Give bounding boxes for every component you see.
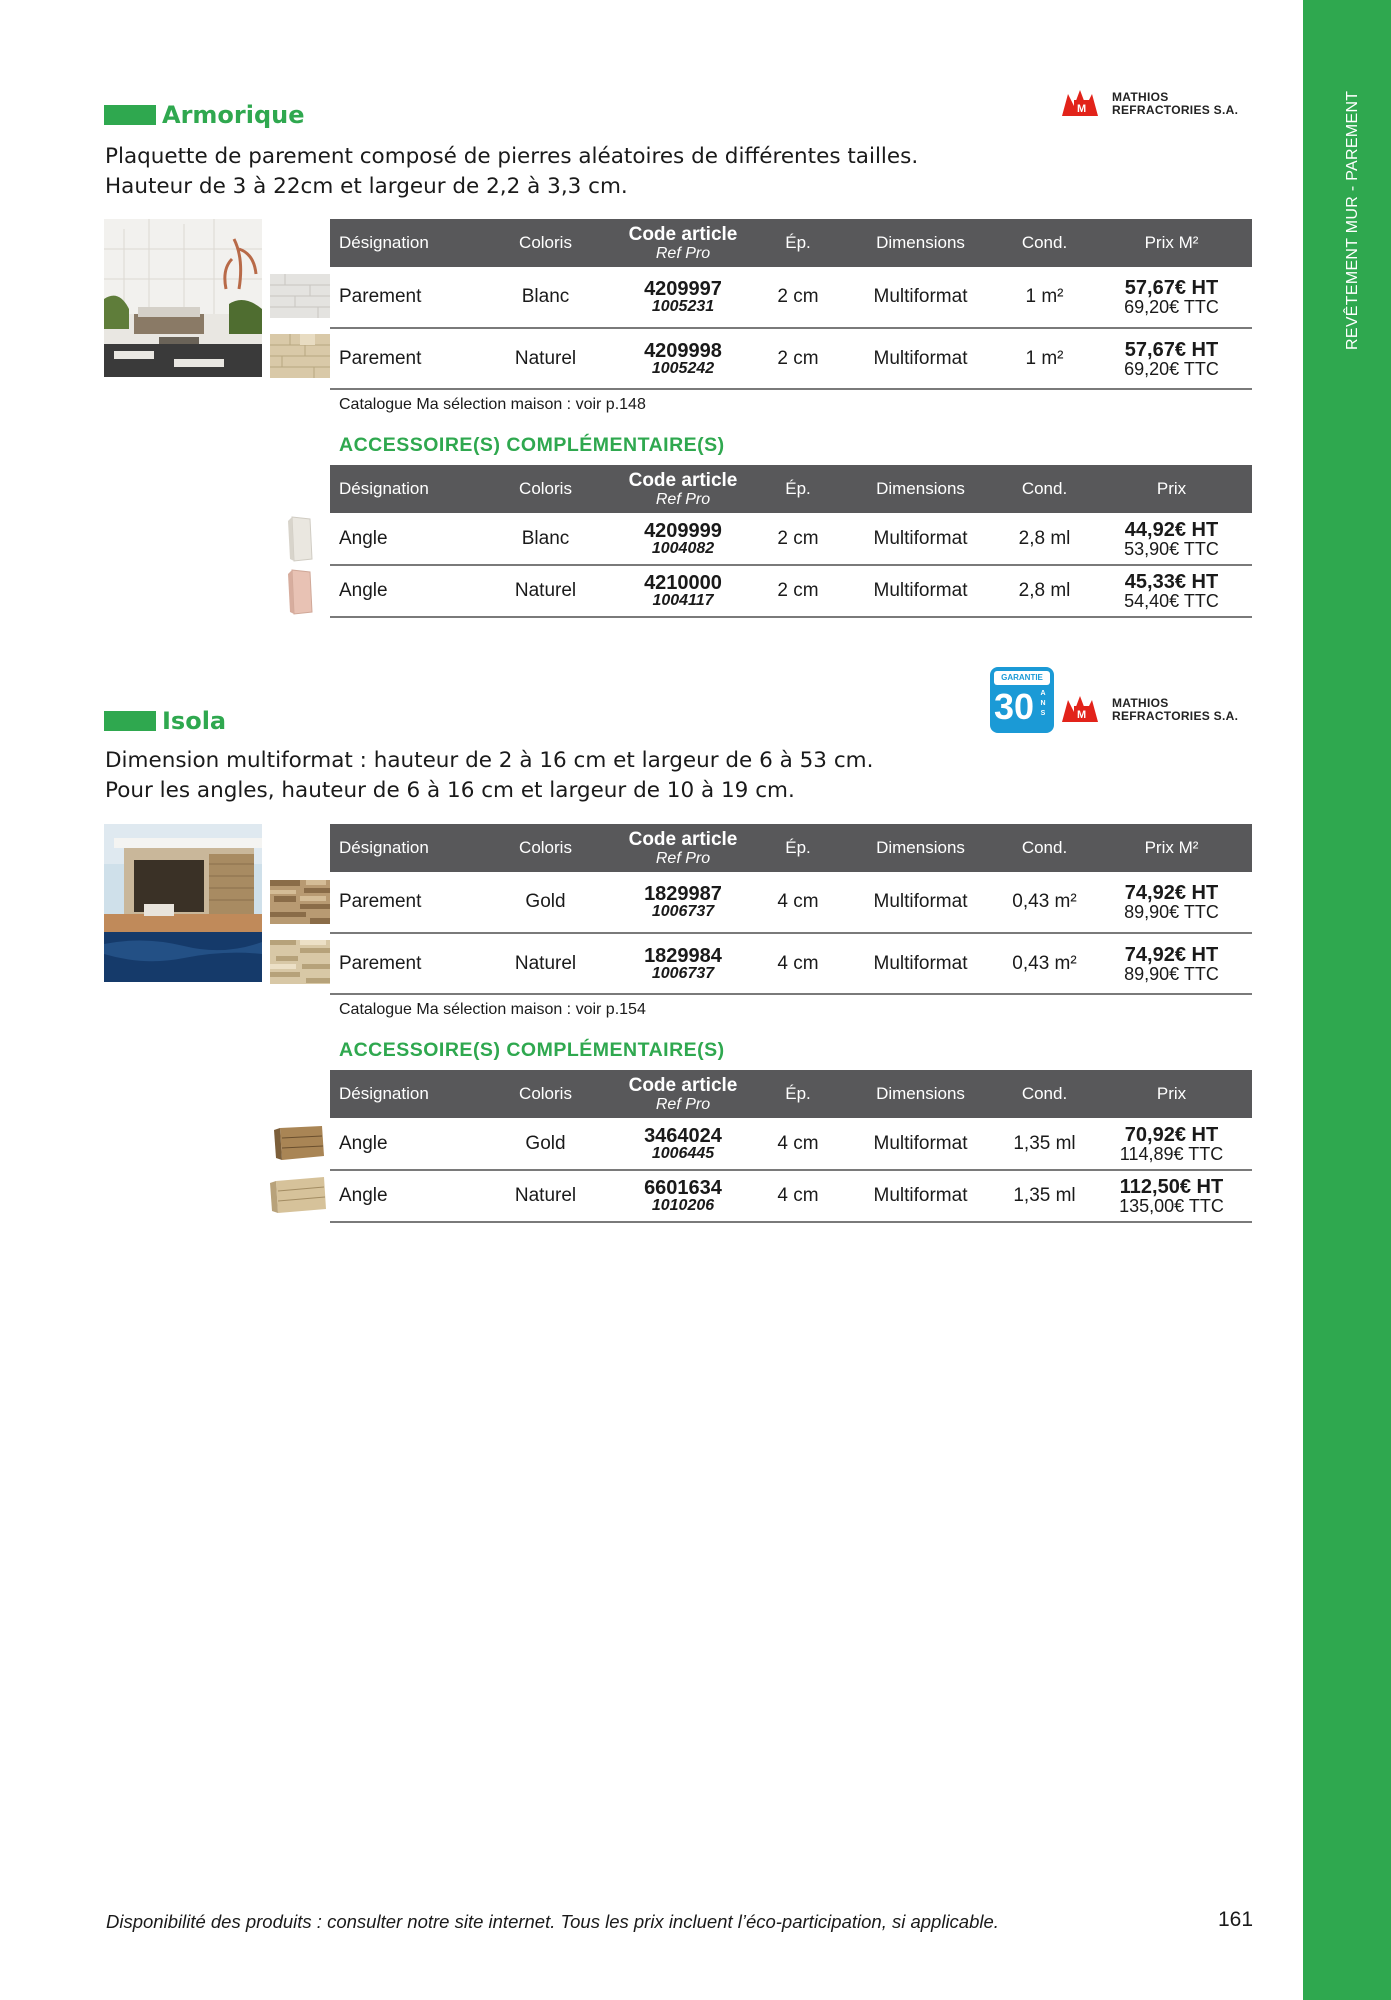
cell-coloris: Naturel — [478, 933, 613, 994]
price-ht: 74,92€ HT — [1124, 882, 1219, 904]
description-line: Pour les angles, hauteur de 6 à 16 cm et largeur de 10 à 19 cm. — [105, 778, 795, 803]
ref-pro: 1004117 — [652, 592, 714, 609]
cell-designation: Angle — [330, 513, 478, 565]
price-ht: 70,92€ HT — [1124, 1123, 1219, 1146]
accessories-title: ACCESSOIRE(S) COMPLÉMENTAIRE(S) — [339, 434, 725, 456]
col-header-code-sub: Ref Pro — [655, 1095, 711, 1113]
angle-swatch-gold — [272, 1122, 330, 1164]
brand-name-line: MATHIOS — [1112, 90, 1169, 104]
table-header-row — [330, 824, 1252, 872]
cell-code — [613, 1170, 753, 1222]
col-header: Prix M² — [1091, 824, 1252, 872]
article-code: 4209997 — [644, 278, 722, 300]
cell-coloris: Gold — [478, 872, 613, 933]
col-header: Désignation — [330, 1070, 478, 1118]
cell-code — [613, 1118, 753, 1170]
accessories-title: ACCESSOIRE(S) COMPLÉMENTAIRE(S) — [339, 1039, 725, 1061]
cell-price — [1091, 933, 1252, 994]
swatch-naturel — [270, 334, 330, 378]
guarantee-label: GARANTIE — [994, 671, 1050, 685]
col-header: Prix — [1091, 465, 1252, 513]
price-ht: 57,67€ HT — [1124, 338, 1219, 361]
cell-cond: 1,35 ml — [998, 1170, 1091, 1222]
price-ttc: 89,90€ TTC — [1124, 902, 1219, 922]
ref-pro: 1006737 — [651, 903, 715, 920]
price-ht: 44,92€ HT — [1124, 518, 1219, 541]
cell-ep: 2 cm — [753, 328, 843, 389]
sidebar-category — [1344, 82, 1364, 362]
col-header: Cond. — [998, 824, 1091, 872]
article-code: 3464024 — [644, 1124, 722, 1147]
title-marker — [104, 711, 156, 731]
price-ttc: 89,90€ TTC — [1124, 963, 1219, 984]
svg-text:M: M — [1077, 103, 1087, 115]
cell-ep: 4 cm — [753, 1170, 843, 1222]
section-name: Armorique — [162, 101, 305, 129]
brand-name — [1112, 91, 1238, 117]
section-name: Isola — [162, 707, 227, 735]
col-header: Dimensions — [843, 1070, 998, 1118]
ref-pro: 1010206 — [651, 1197, 715, 1214]
cell-dimensions: Multiformat — [843, 1118, 998, 1170]
cell-designation: Parement — [330, 267, 478, 328]
article-code: 4210000 — [644, 572, 722, 594]
cell-designation: Angle — [330, 565, 478, 617]
swatch-naturel — [270, 940, 330, 984]
brand-logo — [1060, 86, 1238, 122]
guarantee-unit-letter: A — [1040, 690, 1046, 697]
sidebar-category-label: REVÊTEMENT MUR - PAREMENT — [1344, 90, 1361, 350]
description-line: Dimension multiformat : hauteur de 2 à 16 cm et largeur de 6 à 53 cm. — [105, 748, 874, 773]
cell-dimensions: Multiformat — [843, 1170, 998, 1222]
article-code: 6601634 — [644, 1177, 722, 1199]
col-header-code-sub: Ref Pro — [655, 849, 711, 867]
col-header: Prix M² — [1091, 219, 1252, 267]
col-header-code-main: Code article — [628, 828, 738, 850]
cell-dimensions: Multiformat — [843, 267, 998, 328]
brand-name-line: REFRACTORIES S.A. — [1112, 103, 1239, 117]
cell-coloris: Blanc — [478, 513, 613, 565]
cell-coloris: Gold — [478, 1118, 613, 1170]
brand-logo — [1060, 692, 1238, 728]
col-header: Ép. — [753, 1070, 843, 1118]
catalogue-note: Catalogue Ma sélection maison : voir p.148 — [339, 396, 646, 413]
table-header-row — [330, 219, 1252, 267]
description-line: Hauteur de 3 à 22cm et largeur de 2,2 à 3,3 cm. — [105, 174, 628, 199]
cell-dimensions: Multiformat — [843, 933, 998, 994]
col-header-code-main: Code article — [628, 1074, 738, 1096]
cell-designation: Parement — [330, 328, 478, 389]
cell-price — [1091, 1170, 1252, 1222]
cell-price — [1091, 513, 1252, 565]
guarantee-unit-letter: N — [1040, 700, 1046, 707]
guarantee-unit — [1038, 689, 1048, 719]
article-code: 1829984 — [644, 944, 722, 967]
accessory-table-isola — [330, 1070, 1252, 1223]
cell-designation: Angle — [330, 1170, 478, 1222]
angle-swatch-naturel — [268, 1173, 330, 1217]
cell-code — [613, 933, 753, 994]
price-ttc: 114,89€ TTC — [1119, 1143, 1224, 1164]
cell-price — [1091, 1118, 1252, 1170]
svg-text:M: M — [1077, 709, 1087, 721]
product-photo-armorique — [104, 219, 262, 377]
col-header: Ép. — [753, 824, 843, 872]
price-ttc: 69,20€ TTC — [1124, 358, 1219, 379]
cell-coloris: Naturel — [478, 1170, 613, 1222]
col-header: Coloris — [478, 219, 613, 267]
cell-price — [1091, 328, 1252, 389]
cell-ep: 2 cm — [753, 267, 843, 328]
angle-swatch-naturel — [286, 568, 316, 616]
col-header-code-main: Code article — [628, 223, 738, 245]
col-header: Coloris — [478, 824, 613, 872]
col-header: Désignation — [330, 219, 478, 267]
cell-designation: Angle — [330, 1118, 478, 1170]
price-ht: 57,67€ HT — [1124, 277, 1219, 299]
swatch-gold — [270, 880, 330, 924]
col-header: Cond. — [998, 465, 1091, 513]
cell-coloris: Naturel — [478, 328, 613, 389]
col-header-code — [613, 465, 753, 513]
ref-pro: 1005242 — [651, 359, 715, 377]
table-row — [330, 933, 1252, 994]
cell-price — [1091, 565, 1252, 617]
cell-cond: 2,8 ml — [998, 565, 1091, 617]
product-table-isola — [330, 824, 1252, 995]
section-title-isola — [104, 708, 226, 734]
ref-pro: 1005231 — [651, 298, 715, 315]
col-header: Dimensions — [843, 219, 998, 267]
col-header: Désignation — [330, 465, 478, 513]
table-row — [330, 872, 1252, 933]
price-ht: 45,33€ HT — [1124, 571, 1219, 593]
ref-pro: 1006445 — [651, 1144, 715, 1162]
cell-dimensions: Multiformat — [843, 872, 998, 933]
guarantee-unit-letter: S — [1040, 710, 1046, 717]
price-ttc: 69,20€ TTC — [1124, 297, 1219, 317]
table-row — [330, 328, 1252, 389]
col-header: Dimensions — [843, 465, 998, 513]
col-header: Ép. — [753, 219, 843, 267]
col-header: Dimensions — [843, 824, 998, 872]
cell-designation: Parement — [330, 933, 478, 994]
col-header-code-main: Code article — [628, 469, 738, 491]
ref-pro: 1004082 — [651, 539, 715, 557]
col-header: Cond. — [998, 1070, 1091, 1118]
ref-pro: 1006737 — [651, 964, 715, 982]
col-header: Désignation — [330, 824, 478, 872]
col-header-code — [613, 1070, 753, 1118]
cell-code — [613, 513, 753, 565]
price-ht: 112,50€ HT — [1119, 1176, 1224, 1198]
description-line: Plaquette de parement composé de pierres aléatoires de différentes tailles. — [105, 144, 919, 169]
swatch-blanc — [270, 274, 330, 318]
cell-cond: 2,8 ml — [998, 513, 1091, 565]
table-row — [330, 1118, 1252, 1170]
cell-ep: 4 cm — [753, 933, 843, 994]
col-header-code-sub: Ref Pro — [655, 490, 711, 508]
col-header-code — [613, 219, 753, 267]
col-header-code-sub: Ref Pro — [655, 244, 711, 262]
table-row — [330, 513, 1252, 565]
article-code: 4209998 — [644, 339, 722, 362]
guarantee-badge — [990, 667, 1054, 733]
cell-cond: 0,43 m² — [998, 933, 1091, 994]
table-header-row — [330, 1070, 1252, 1118]
cell-code — [613, 328, 753, 389]
cell-ep: 4 cm — [753, 1118, 843, 1170]
table-row — [330, 267, 1252, 328]
page-number: 161 — [1218, 1908, 1254, 1931]
cell-ep: 2 cm — [753, 513, 843, 565]
cell-coloris: Blanc — [478, 267, 613, 328]
guarantee-years: 30 — [994, 686, 1035, 727]
col-header: Coloris — [478, 1070, 613, 1118]
cell-cond: 1 m² — [998, 328, 1091, 389]
angle-swatch-blanc — [286, 515, 316, 563]
cell-code — [613, 565, 753, 617]
brand-name — [1112, 697, 1238, 723]
col-header: Coloris — [478, 465, 613, 513]
cell-cond: 1,35 ml — [998, 1118, 1091, 1170]
product-photo-isola — [104, 824, 262, 982]
price-ht: 74,92€ HT — [1124, 943, 1219, 966]
table-row — [330, 565, 1252, 617]
product-table-armorique — [330, 219, 1252, 390]
mathios-logo-icon — [1060, 86, 1106, 122]
cell-price — [1091, 267, 1252, 328]
accessory-table-armorique — [330, 465, 1252, 618]
cell-dimensions: Multiformat — [843, 513, 998, 565]
article-code: 4209999 — [644, 519, 722, 542]
cell-price — [1091, 872, 1252, 933]
cell-cond: 1 m² — [998, 267, 1091, 328]
price-ttc: 135,00€ TTC — [1119, 1196, 1224, 1216]
catalogue-note: Catalogue Ma sélection maison : voir p.154 — [339, 1001, 646, 1018]
section-title-armorique — [104, 102, 305, 128]
price-ttc: 54,40€ TTC — [1124, 591, 1219, 611]
cell-coloris: Naturel — [478, 565, 613, 617]
article-code: 1829987 — [644, 883, 722, 905]
section-description — [105, 142, 918, 202]
footer-note: Disponibilité des produits : consulter notre site internet. Tous les prix incluent l’éco-participation, si applicable. — [106, 1911, 999, 1932]
col-header-code — [613, 824, 753, 872]
cell-ep: 4 cm — [753, 872, 843, 933]
price-ttc: 53,90€ TTC — [1124, 538, 1219, 559]
cell-code — [613, 267, 753, 328]
col-header: Cond. — [998, 219, 1091, 267]
col-header: Prix — [1091, 1070, 1252, 1118]
brand-name-line: REFRACTORIES S.A. — [1112, 709, 1239, 723]
cell-ep: 2 cm — [753, 565, 843, 617]
cell-code — [613, 872, 753, 933]
cell-dimensions: Multiformat — [843, 565, 998, 617]
cell-cond: 0,43 m² — [998, 872, 1091, 933]
cell-dimensions: Multiformat — [843, 328, 998, 389]
brand-name-line: MATHIOS — [1112, 696, 1169, 710]
section-description — [105, 746, 873, 806]
title-marker — [104, 105, 156, 125]
mathios-logo-icon — [1060, 692, 1106, 728]
table-header-row — [330, 465, 1252, 513]
cell-designation: Parement — [330, 872, 478, 933]
col-header: Ép. — [753, 465, 843, 513]
table-row — [330, 1170, 1252, 1222]
